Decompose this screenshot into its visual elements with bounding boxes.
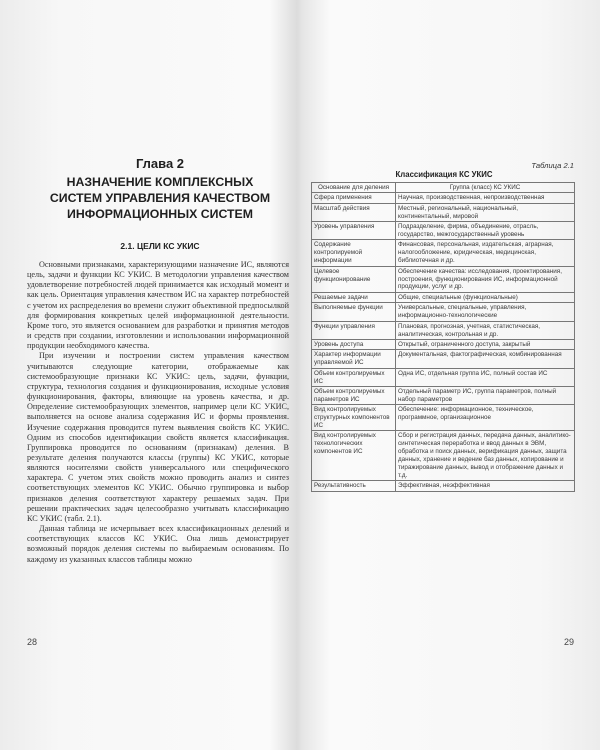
class-cell: Плановая, прогнозная, учетная, статистическая, аналитическая, контрольная и др. — [396, 321, 575, 339]
basis-cell: Объем контролируемых ИС — [312, 368, 396, 386]
class-cell: Отдельный параметр ИС, группа параметров, полный набор параметров — [396, 386, 575, 404]
basis-cell: Содержание контролируемой информации — [312, 240, 396, 266]
basis-cell: Уровень доступа — [312, 339, 396, 349]
table-row — [312, 292, 575, 302]
chapter-title — [40, 156, 280, 222]
class-cell: Открытый, ограниченного доступа, закрытый — [396, 339, 575, 349]
table-row — [312, 222, 575, 240]
basis-cell: Уровень управления — [312, 222, 396, 240]
basis-cell: Характер информации управляемой ИС — [312, 350, 396, 368]
table-caption: Таблица 2.1 — [531, 161, 574, 170]
table-row — [312, 339, 575, 349]
basis-cell: Выполняемые функции — [312, 303, 396, 321]
class-cell: Одна ИС, отдельная группа ИС, полный состав ИС — [396, 368, 575, 386]
basis-cell: Масштаб действия — [312, 203, 396, 221]
classification-table — [311, 182, 575, 492]
right-page — [300, 0, 600, 750]
basis-cell: Объем контролируемых параметров ИС — [312, 386, 396, 404]
paragraph: При изучении и построении систем управления качеством учитываются следующие категории, отображаемые как системообразующие признаки КС УКИС: цель, задачи, функции, структура, технология создания и функционирования, исходные условия функционирования, факторы, влияющие на уровень качества, и др. Определение системообразующих элементов, например цели КС УКИС, выполняется на основе анализа содержания ИС и формы проявления. Изучение содержания проводится путем выявления свойств КС УКИС. Одним из способов идентификации свойств является классификация. Группировка проводится по основаниям (признакам) деления. В результате деления получаются классы (группы) КС УКИС, которые являются носителями свойств универсального или специфического характера. С учетом этих свойств можно проводить анализ и синтез соответствующих элементов КС УКИС. Обычно группировка и выбор признаков деления соответствуют характеру решаемых задач. При решении практических задач целесообразно учитывать классификацию КС УКИС (табл. 2.1). — [27, 351, 289, 523]
class-cell: Финансовая, персональная, издательская, аграрная, налогообложение, юридическая, медицинская, библиотечная и др. — [396, 240, 575, 266]
table-header-row — [312, 183, 575, 193]
section-heading: 2.1. ЦЕЛИ КС УКИС — [120, 241, 200, 251]
chapter-heading: НАЗНАЧЕНИЕ КОМПЛЕКСНЫХ СИСТЕМ УПРАВЛЕНИЯ КАЧЕСТВОМ ИНФОРМАЦИОННЫХ СИСТЕМ — [49, 175, 271, 221]
column-header: Группа (класс) КС УКИС — [396, 183, 575, 193]
table-title: Классификация КС УКИС — [395, 170, 493, 179]
basis-cell: Целевое функционирование — [312, 266, 396, 292]
table-row — [312, 386, 575, 404]
page-number-left: 28 — [27, 637, 38, 647]
paragraph: Основными признаками, характеризующими назначение ИС, являются цель, задачи и функции КС УКИС. В методологии управления качеством удовлетворение потребностей людей принимается как исходный момент и как цель. Ориентация управления качеством ИС на характер потребностей с учетом их распределения во времени служит объективной предпосылкой для формирования конкретных целей информационной деятельности. Кроме того, это является основанием для разработки и принятия методов и средств при создании, изготовлении и использовании информационной продукции необходимого качества. — [27, 260, 289, 351]
table-row — [312, 193, 575, 203]
table-row — [312, 350, 575, 368]
class-cell: Документальная, фактографическая, комбинированная — [396, 350, 575, 368]
table-row — [312, 431, 575, 481]
table-row — [312, 481, 575, 491]
table-row — [312, 405, 575, 431]
table-row — [312, 266, 575, 292]
class-cell: Местный, региональный, национальный, континентальный, мировой — [396, 203, 575, 221]
chapter-label: Глава 2 — [135, 156, 185, 171]
column-header: Основание для деления — [312, 183, 396, 193]
class-cell: Научная, производственная, непроизводственная — [396, 193, 575, 203]
paragraph: Данная таблица не исчерпывает всех классификационных делений и соответствующих классов КС УКИС. Она лишь демонстрирует возможный порядок деления системы по выбираемым основаниям. По каждому из указанных классов таблицы можно — [27, 524, 289, 564]
table-row — [312, 321, 575, 339]
table-row — [312, 203, 575, 221]
basis-cell: Решаемые задачи — [312, 292, 396, 302]
basis-cell: Вид контролируемых технологических компонентов ИС — [312, 431, 396, 481]
table-row — [312, 240, 575, 266]
class-cell: Универсальные, специальные, управления, информационно-технологические — [396, 303, 575, 321]
class-cell: Подразделение, фирма, объединение, отрасль, государство, межгосударственный уровень — [396, 222, 575, 240]
basis-cell: Функции управления — [312, 321, 396, 339]
basis-cell: Вид контролируемых структурных компонентов ИС — [312, 405, 396, 431]
class-cell: Обеспечение качества: исследования, проектирования, построения, функционирования ИС, информационной продукции, услуг и др. — [396, 266, 575, 292]
basis-cell: Результативность — [312, 481, 396, 491]
table-row — [312, 368, 575, 386]
class-cell: Сбор и регистрация данных, передача данных, аналитико-синтетическая переработка и ввод данных в ЭВМ, обработка и поиск данных, верификация данных, защита данных, хранение и ведение баз данных, копирование и тиражирование данных, вывод и отображение данных и т.д. — [396, 431, 575, 481]
class-cell: Обеспечение: информационное, техническое, программное, организационное — [396, 405, 575, 431]
class-cell: Эффективная, неэффективная — [396, 481, 575, 491]
table-row — [312, 303, 575, 321]
page-number-right: 29 — [563, 637, 574, 647]
class-cell: Общие, специальные (функциональные) — [396, 292, 575, 302]
body-text — [27, 260, 289, 565]
basis-cell: Сфера применения — [312, 193, 396, 203]
